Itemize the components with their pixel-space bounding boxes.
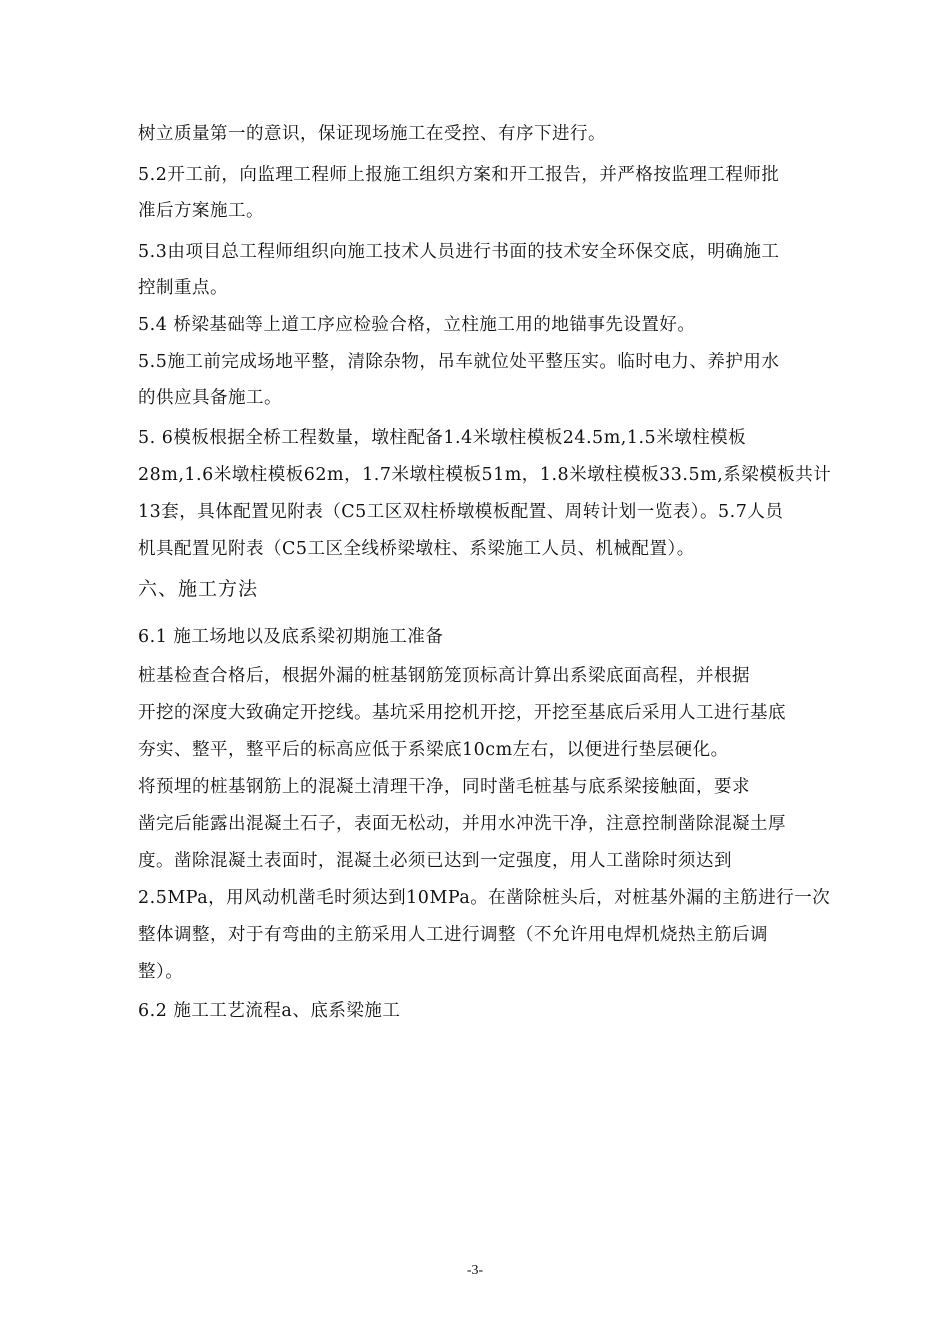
page-number: -3- [466, 1263, 484, 1278]
text-line: 准后方案施工。 [138, 201, 264, 221]
text-line: 5.5施工前完成场地平整，清除杂物，吊车就位处平整压实。临时电力、养护用水 [138, 352, 780, 372]
text-line: 开挖的深度大致确定开挖线。基坑采用挖机开挖，开挖至基底后采用人工进行基底 [138, 703, 786, 723]
text-line: 28m,1.6米墩柱模板62m，1.7米墩柱模板51m，1.8米墩柱模板33.5m,系梁模板共计 [138, 465, 832, 485]
text-line: 2.5MPa，用风动机凿毛时须达到10MPa。在凿除桩头后，对桩基外漏的主筋进行一次 [138, 888, 831, 908]
text-line: 度。凿除混凝土表面时，混凝土必须已达到一定强度，用人工凿除时须达到 [138, 851, 732, 871]
section-heading: 六、施工方法 [138, 578, 259, 600]
subsection-heading: 6.2 施工工艺流程a、底系梁施工 [138, 1001, 401, 1021]
text-line: 机具配置见附表（C5工区全线桥梁墩柱、系梁施工人员、机械配置）。 [138, 539, 695, 559]
text-line: 控制重点。 [138, 278, 228, 298]
text-line: 凿完后能露出混凝土石子，表面无松动，并用水冲洗干净，注意控制凿除混凝土厚 [138, 814, 786, 834]
text-line: 的供应具备施工。 [138, 388, 282, 408]
text-line: 整体调整，对于有弯曲的主筋采用人工进行调整（不允许用电焊机烧热主筋后调 [138, 925, 768, 945]
subsection-heading: 6.1 施工场地以及底系梁初期施工准备 [138, 627, 444, 647]
text-line: 5. 6模板根据全桥工程数量，墩柱配备1.4米墩柱模板24.5m,1.5米墩柱模板 [138, 428, 747, 448]
text-line: 5.4 桥梁基础等上道工序应检验合格，立柱施工用的地锚事先设置好。 [138, 315, 696, 335]
text-line: 树立质量第一的意识，保证现场施工在受控、有序下进行。 [138, 124, 606, 144]
text-line: 夯实、整平，整平后的标高应低于系梁底10cm左右，以便进行垫层硬化。 [138, 740, 729, 760]
text-line: 13套，具体配置见附表（C5工区双柱桥墩模板配置、周转计划一览表）。5.7人员 [138, 502, 784, 522]
text-line: 5.3由项目总工程师组织向施工技术人员进行书面的技术安全环保交底，明确施工 [138, 242, 780, 262]
text-line: 整）。 [138, 962, 184, 982]
text-line: 将预埋的桩基钢筋上的混凝土清理干净，同时凿毛桩基与底系梁接触面，要求 [138, 777, 750, 797]
text-line: 桩基检查合格后，根据外漏的桩基钢筋笼顶标高计算出系梁底面高程，并根据 [138, 666, 750, 686]
text-line: 5.2开工前，向监理工程师上报施工组织方案和开工报告，并严格按监理工程师批 [138, 165, 780, 185]
